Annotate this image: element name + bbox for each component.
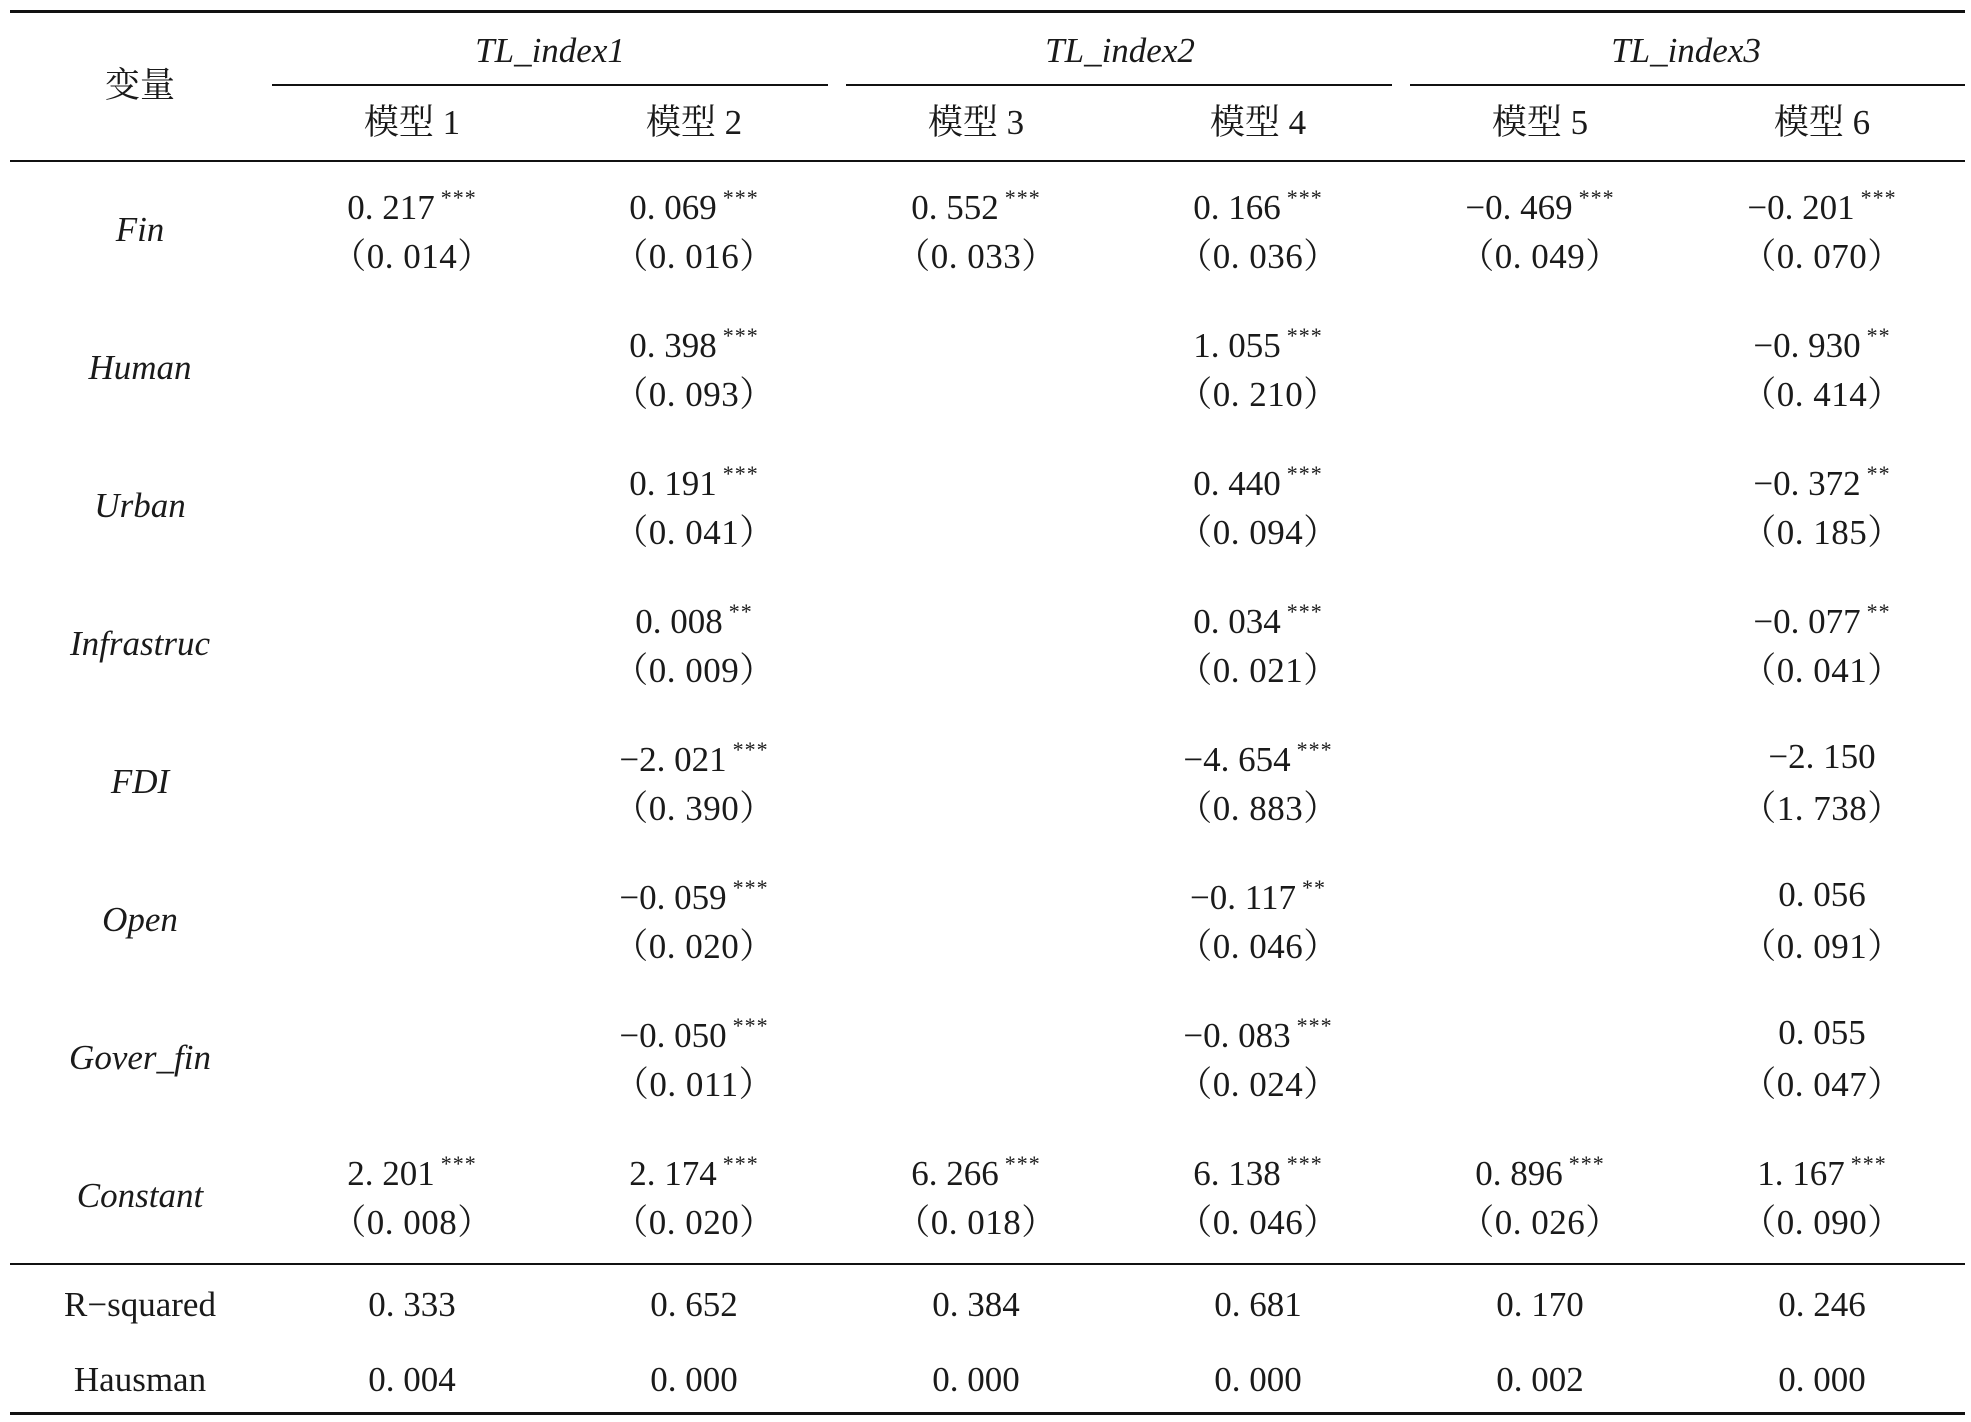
coef-cell: [629, 187, 759, 225]
significance-stars: ***: [1578, 185, 1615, 210]
coef-value: 0. 191: [629, 464, 717, 503]
row-label-human: Human: [88, 348, 192, 387]
significance-stars: **: [728, 599, 753, 624]
std-error-cell: （0. 014）: [331, 237, 493, 276]
group-rule-1: [272, 84, 828, 86]
coef-value: 6. 138: [1193, 1154, 1281, 1193]
coef-value: 1. 055: [1193, 326, 1281, 365]
std-error-cell: （0. 041）: [1741, 651, 1903, 690]
coef-cell: [1465, 187, 1614, 225]
coef-cell: [629, 463, 759, 501]
significance-stars: ***: [1568, 1151, 1605, 1176]
coef-value: −0. 117: [1190, 878, 1296, 917]
coef-value: 6. 266: [911, 1154, 999, 1193]
coef-cell: [1193, 187, 1323, 225]
std-error-cell: （0. 036）: [1177, 237, 1339, 276]
std-error-cell: （0. 090）: [1741, 1203, 1903, 1242]
row-label-urban: Urban: [94, 486, 186, 525]
coef-value: 0. 055: [1778, 1013, 1866, 1052]
footer-value: 0. 000: [932, 1360, 1020, 1399]
coef-value: 0. 217: [347, 188, 435, 227]
std-error-cell: （0. 041）: [613, 513, 775, 552]
coef-value: 0. 166: [1193, 188, 1281, 227]
coef-cell: [1747, 187, 1896, 225]
group-rule-2: [846, 84, 1392, 86]
coef-cell: [1193, 1153, 1323, 1191]
footer-value: 0. 004: [368, 1360, 456, 1399]
header-model-1: 模型 1: [363, 103, 461, 142]
std-error-cell: （0. 021）: [1177, 651, 1339, 690]
significance-stars: ***: [1286, 599, 1323, 624]
coef-cell: [1778, 1015, 1866, 1050]
coef-value: −0. 469: [1465, 188, 1573, 227]
coef-cell: [347, 187, 477, 225]
coef-cell: [1753, 325, 1890, 363]
coef-cell: [1778, 877, 1866, 912]
header-model-5: 模型 5: [1491, 103, 1589, 142]
std-error-cell: （0. 883）: [1177, 789, 1339, 828]
coef-value: 0. 069: [629, 188, 717, 227]
std-error-cell: （0. 008）: [331, 1203, 493, 1242]
significance-stars: **: [1866, 323, 1891, 348]
coef-cell: [619, 1015, 768, 1053]
std-error-cell: （0. 093）: [613, 375, 775, 414]
footer-value: 0. 000: [1778, 1360, 1866, 1399]
coef-cell: [1183, 739, 1332, 777]
header-variable-label: 变量: [104, 66, 176, 105]
coef-cell: [629, 325, 759, 363]
coef-cell: [635, 601, 753, 639]
coef-value: 1. 167: [1757, 1154, 1845, 1193]
coef-cell: [911, 1153, 1041, 1191]
significance-stars: ***: [732, 1013, 769, 1038]
coef-cell: [619, 739, 768, 777]
significance-stars: ***: [722, 1151, 759, 1176]
std-error-cell: （0. 016）: [613, 237, 775, 276]
coef-cell: [1753, 463, 1890, 501]
significance-stars: ***: [1850, 1151, 1887, 1176]
std-error-cell: （0. 020）: [613, 1203, 775, 1242]
std-error-cell: （0. 414）: [1741, 375, 1903, 414]
significance-stars: ***: [732, 737, 769, 762]
coef-cell: [1190, 877, 1326, 915]
coef-cell: [1757, 1153, 1887, 1191]
coef-cell: [1193, 325, 1323, 363]
std-error-cell: （1. 738）: [1741, 789, 1903, 828]
coef-cell: [1768, 739, 1875, 774]
row-label-fin: Fin: [115, 210, 165, 249]
coef-cell: [347, 1153, 477, 1191]
coef-value: −0. 059: [619, 878, 727, 917]
significance-stars: ***: [732, 875, 769, 900]
std-error-cell: （0. 091）: [1741, 927, 1903, 966]
coef-value: 0. 552: [911, 188, 999, 227]
significance-stars: ***: [440, 185, 477, 210]
coef-cell: [1183, 1015, 1332, 1053]
coef-value: −2. 021: [619, 740, 727, 779]
row-label-infrastruc: Infrastruc: [70, 624, 210, 663]
coef-value: −0. 372: [1753, 464, 1861, 503]
top-rule: [10, 10, 1965, 13]
significance-stars: ***: [722, 461, 759, 486]
bottom-rule: [10, 1412, 1965, 1415]
std-error-cell: （0. 046）: [1177, 927, 1339, 966]
std-error-cell: （0. 024）: [1177, 1065, 1339, 1104]
std-error-cell: （0. 020）: [613, 927, 775, 966]
coef-value: −0. 201: [1747, 188, 1855, 227]
coef-cell: [1475, 1153, 1605, 1191]
coef-value: 0. 440: [1193, 464, 1281, 503]
coef-value: −2. 150: [1768, 737, 1876, 776]
significance-stars: **: [1866, 461, 1891, 486]
row-label-constant: Constant: [76, 1176, 204, 1215]
footer-label-r-squared: R−squared: [64, 1285, 216, 1324]
footer-value: 0. 384: [932, 1285, 1020, 1324]
coef-value: 2. 174: [629, 1154, 717, 1193]
std-error-cell: （0. 046）: [1177, 1203, 1339, 1242]
header-rule: [10, 160, 1965, 162]
significance-stars: ***: [1004, 185, 1041, 210]
header-group-3: TL_index3: [1611, 31, 1761, 70]
significance-stars: ***: [440, 1151, 477, 1176]
footer-value: 0. 000: [650, 1360, 738, 1399]
footer-value: 0. 170: [1496, 1285, 1584, 1324]
significance-stars: ***: [1286, 323, 1323, 348]
footer-value: 0. 002: [1496, 1360, 1584, 1399]
significance-stars: ***: [1296, 737, 1333, 762]
std-error-cell: （0. 011）: [613, 1065, 775, 1104]
row-label-open: Open: [102, 900, 178, 939]
std-error-cell: （0. 009）: [613, 651, 775, 690]
coef-value: 2. 201: [347, 1154, 435, 1193]
significance-stars: ***: [1860, 185, 1897, 210]
coef-cell: [619, 877, 768, 915]
significance-stars: ***: [722, 185, 759, 210]
coef-cell: [1193, 463, 1323, 501]
header-group-2: TL_index2: [1045, 31, 1195, 70]
row-label-gover-fin: Gover_fin: [69, 1038, 211, 1077]
std-error-cell: （0. 033）: [895, 237, 1057, 276]
coef-value: −4. 654: [1183, 740, 1291, 779]
footer-value: 0. 652: [650, 1285, 738, 1324]
significance-stars: ***: [1296, 1013, 1333, 1038]
coef-value: −0. 077: [1753, 602, 1861, 641]
footer-value: 0. 246: [1778, 1285, 1866, 1324]
coef-cell: [911, 187, 1041, 225]
std-error-cell: （0. 049）: [1459, 237, 1621, 276]
coef-value: −0. 083: [1183, 1016, 1291, 1055]
footer-value: 0. 333: [368, 1285, 456, 1324]
significance-stars: ***: [1004, 1151, 1041, 1176]
header-group-1: TL_index1: [475, 31, 625, 70]
significance-stars: ***: [1286, 185, 1323, 210]
std-error-cell: （0. 070）: [1741, 237, 1903, 276]
std-error-cell: （0. 047）: [1741, 1065, 1903, 1104]
coef-cell: [1193, 601, 1323, 639]
body-rule: [10, 1263, 1965, 1265]
coef-value: −0. 050: [619, 1016, 727, 1055]
row-label-fdi: FDI: [110, 762, 170, 801]
header-model-2: 模型 2: [645, 103, 743, 142]
footer-value: 0. 681: [1214, 1285, 1302, 1324]
group-rule-3: [1410, 84, 1965, 86]
significance-stars: **: [1866, 599, 1891, 624]
header-model-3: 模型 3: [927, 103, 1025, 142]
coef-cell: [1753, 601, 1890, 639]
std-error-cell: （0. 390）: [613, 789, 775, 828]
std-error-cell: （0. 210）: [1177, 375, 1339, 414]
significance-stars: ***: [722, 323, 759, 348]
std-error-cell: （0. 185）: [1741, 513, 1903, 552]
std-error-cell: （0. 018）: [895, 1203, 1057, 1242]
footer-label-hausman: Hausman: [73, 1360, 207, 1399]
footer-value: 0. 000: [1214, 1360, 1302, 1399]
coef-value: 0. 056: [1778, 875, 1866, 914]
coef-cell: [629, 1153, 759, 1191]
significance-stars: ***: [1286, 1151, 1323, 1176]
significance-stars: ***: [1286, 461, 1323, 486]
significance-stars: **: [1301, 875, 1326, 900]
coef-value: 0. 008: [635, 602, 723, 641]
coef-value: −0. 930: [1753, 326, 1861, 365]
header-model-4: 模型 4: [1209, 103, 1307, 142]
coef-value: 0. 034: [1193, 602, 1281, 641]
coef-value: 0. 398: [629, 326, 717, 365]
std-error-cell: （0. 026）: [1459, 1203, 1621, 1242]
coef-value: 0. 896: [1475, 1154, 1563, 1193]
std-error-cell: （0. 094）: [1177, 513, 1339, 552]
header-model-6: 模型 6: [1773, 103, 1871, 142]
